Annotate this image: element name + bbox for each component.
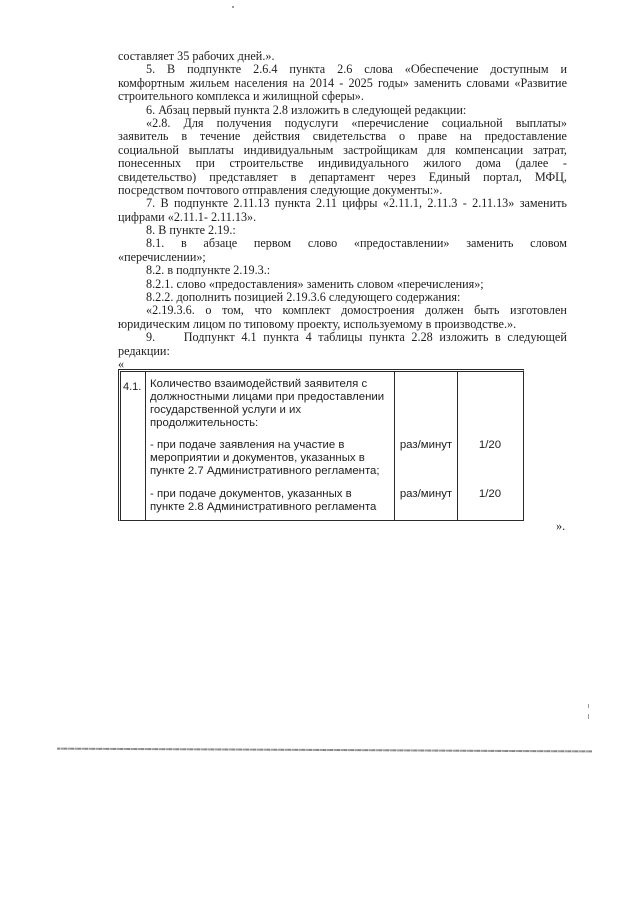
- word: подпункте: [187, 62, 242, 77]
- word: застройщикам: [343, 142, 418, 157]
- scan-speck: [232, 6, 234, 8]
- quoted-item-2-19-3-6-paragraph: [118, 304, 567, 331]
- word: комфортным: [118, 75, 185, 90]
- word: затрат,: [532, 142, 567, 157]
- word: дома: [475, 156, 501, 171]
- word: действия: [253, 129, 300, 144]
- word: том,: [222, 303, 244, 318]
- word: через: [387, 169, 416, 184]
- word: первом: [253, 236, 292, 251]
- word: представляет: [209, 169, 278, 184]
- row-number: 4.1.: [123, 381, 142, 393]
- indicator-heading: [150, 378, 384, 430]
- word: Для: [183, 115, 204, 130]
- paragraph-line: [118, 304, 567, 317]
- word: течение: [199, 129, 241, 144]
- scan-speck: [588, 704, 589, 708]
- word: изготовлен: [510, 303, 567, 318]
- word: выплаты: [188, 142, 234, 157]
- closing-quote: ».: [556, 519, 566, 533]
- word: департамент: [309, 169, 375, 184]
- word: портал,: [483, 169, 522, 184]
- word: -: [462, 196, 467, 211]
- paragraph-line: составляет 35 рабочих дней.».: [118, 49, 275, 63]
- cell-line: Количество взаимодействий заявителя с: [150, 378, 368, 390]
- item-6-paragraph: [118, 104, 567, 117]
- item-9-paragraph: [118, 331, 567, 358]
- word: на: [459, 129, 472, 144]
- word: В: [167, 62, 176, 77]
- paragraph-line: [118, 63, 567, 76]
- word: «предоставлении»: [353, 236, 450, 251]
- paragraph-line: [118, 77, 567, 90]
- word: доступным: [490, 62, 549, 77]
- paragraph-line: [118, 144, 567, 157]
- word: абзаце: [203, 236, 238, 251]
- item-8-2-2-paragraph: [118, 291, 567, 304]
- item-7-paragraph: [118, 197, 567, 224]
- value-cell: 1/20: [478, 439, 502, 451]
- cell-line: - при подаче документов, указанных в: [150, 488, 352, 500]
- cell-line: мероприятии и документов, указанных в: [150, 452, 365, 464]
- unit-cell: раз/минут: [399, 488, 453, 500]
- word: Единый: [428, 169, 471, 184]
- paragraph-line: строительного комплекса и жилищной сферы».: [118, 89, 364, 104]
- word: при: [195, 156, 215, 171]
- word: индивидуальным: [243, 142, 334, 157]
- word: слова: [364, 62, 393, 77]
- paragraph-line: юридическим лицом по типовому проекту, используемому в производстве.».: [118, 316, 517, 331]
- word: в: [180, 236, 187, 251]
- word: 8.1.: [146, 236, 165, 251]
- paragraph-line: цифрами «2.11.1- 2.11.13».: [118, 209, 257, 224]
- word: 2.6: [337, 62, 353, 77]
- quoted-item-2-8-paragraph: [118, 117, 567, 197]
- paragraph-line: 8. В пункте 2.19.:: [146, 223, 236, 238]
- word: слово: [307, 236, 338, 251]
- cell-line: пункте 2.7 Административного регламента;: [150, 465, 380, 477]
- word: для: [427, 142, 446, 157]
- word: о: [399, 129, 406, 144]
- word: заменить: [466, 236, 514, 251]
- scan-artifact-line: [57, 748, 592, 752]
- word: 9.: [146, 330, 156, 345]
- word: «перечисление: [351, 115, 429, 130]
- column-divider: [145, 372, 146, 520]
- word: пункта: [263, 330, 299, 345]
- word: изложить: [439, 330, 489, 345]
- word: 2025: [348, 75, 373, 90]
- word: социальной: [441, 115, 503, 130]
- paragraph-line: 6. Абзац первый пункта 2.8 изложить в следующей редакции:: [146, 102, 467, 117]
- word: жилого: [423, 156, 462, 171]
- word: получения: [216, 115, 272, 130]
- word: свидетельство): [118, 169, 197, 184]
- word: пункта: [369, 330, 405, 345]
- word: 2.11.13: [233, 196, 270, 211]
- word: должен: [425, 303, 464, 318]
- word: 2.6.4: [253, 62, 278, 77]
- word: (далее: [515, 156, 549, 171]
- word: 2.11.3: [427, 196, 458, 211]
- paragraph-line: 8.2.1. слово «предоставления» заменить словом «перечисления»;: [146, 276, 484, 291]
- cell-line: продолжительность:: [150, 417, 259, 429]
- word: -: [339, 75, 344, 90]
- word: «2.11.1,: [382, 196, 423, 211]
- cell-line: должностными лицами при предоставлении: [150, 391, 385, 403]
- item-8-2-paragraph: [118, 264, 567, 277]
- paragraph-line: [118, 237, 567, 250]
- value-cell: 1/20: [478, 488, 502, 500]
- word: на: [292, 75, 305, 90]
- item-5-paragraph: [118, 63, 567, 103]
- word: предоставление: [484, 129, 567, 144]
- word: «2.19.3.6.: [146, 303, 195, 318]
- word: пункта: [274, 196, 311, 211]
- word: заменить: [414, 75, 462, 90]
- paragraph-line: [118, 331, 567, 344]
- paragraph-line: 8.2. в подпункте 2.19.3.:: [146, 263, 271, 278]
- word: в: [290, 169, 297, 184]
- word: словами: [466, 75, 510, 90]
- word: словом: [530, 236, 567, 251]
- word: годы»: [377, 75, 409, 90]
- paragraph-line: посредством почтового отправления следующие документы:».: [118, 182, 443, 197]
- word: МФЦ,: [534, 169, 567, 184]
- word: «Развитие: [514, 75, 567, 90]
- cell-line: - при подаче заявления на участие в: [150, 439, 345, 451]
- cell-line: пункте 2.8 Административного регламента: [150, 501, 377, 513]
- word: социальной: [118, 142, 179, 157]
- word: -: [562, 156, 567, 171]
- word: о: [205, 303, 212, 318]
- paragraph-line: [118, 197, 567, 210]
- word: 7.: [146, 196, 156, 211]
- word: 5.: [146, 62, 156, 77]
- word: таблицы: [318, 330, 363, 345]
- item-8-paragraph: [118, 224, 567, 237]
- word: населения: [234, 75, 288, 90]
- item-8-1-paragraph: [118, 237, 567, 264]
- word: 2.28: [411, 330, 433, 345]
- word: 2.11.13»: [472, 196, 515, 211]
- word: Подпункт: [183, 330, 235, 345]
- cell-line: государственной услуги и их: [150, 404, 302, 416]
- word: подуслуги: [284, 115, 339, 130]
- word: следующей: [507, 330, 567, 345]
- word: подпункте: [173, 196, 229, 211]
- word: пункта: [289, 62, 326, 77]
- paragraph-line: [118, 171, 567, 184]
- paragraph-line: [118, 157, 567, 170]
- paragraph-line: [118, 117, 567, 130]
- word: строительстве: [229, 156, 304, 171]
- paragraph-line: «перечислении»;: [118, 249, 206, 264]
- word: заменить: [519, 196, 567, 211]
- continuation-paragraph: [118, 50, 567, 63]
- paragraph-line: [118, 130, 567, 143]
- word: комплект: [282, 303, 331, 318]
- word: быть: [474, 303, 500, 318]
- indicator-item-application: [150, 439, 380, 478]
- word: праве: [417, 129, 448, 144]
- word: в: [495, 330, 501, 345]
- word: компенсации: [455, 142, 524, 157]
- item-8-2-1-paragraph: [118, 278, 567, 291]
- word: 4.1: [241, 330, 257, 345]
- word: цифры: [342, 196, 378, 211]
- document-body: [118, 50, 567, 371]
- scan-speck: [588, 714, 589, 719]
- indicator-table: [118, 369, 524, 521]
- word: В: [160, 196, 169, 211]
- paragraph-line: редакции:: [118, 343, 170, 358]
- word: в: [181, 129, 188, 144]
- indicator-item-documents: [150, 488, 376, 514]
- unit-cell: раз/минут: [399, 439, 453, 451]
- word: что: [254, 303, 272, 318]
- word: заявитель: [118, 129, 169, 144]
- word: свидетельства: [312, 129, 387, 144]
- word: и: [560, 62, 567, 77]
- word: «Обеспечение: [404, 62, 479, 77]
- word: индивидуального: [317, 156, 409, 171]
- word: домостроения: [341, 303, 415, 318]
- paragraph-line: 8.2.2. дополнить позицией 2.19.3.6 следующего содержания:: [146, 290, 461, 305]
- word: 2014: [309, 75, 335, 90]
- word: 4: [305, 330, 312, 345]
- paragraph-line: «: [118, 356, 125, 371]
- word: понесенных: [118, 156, 182, 171]
- word: 2.11: [316, 196, 337, 211]
- word: выплаты»: [515, 115, 567, 130]
- word: «2.8.: [146, 115, 171, 130]
- word: жильем: [189, 75, 230, 90]
